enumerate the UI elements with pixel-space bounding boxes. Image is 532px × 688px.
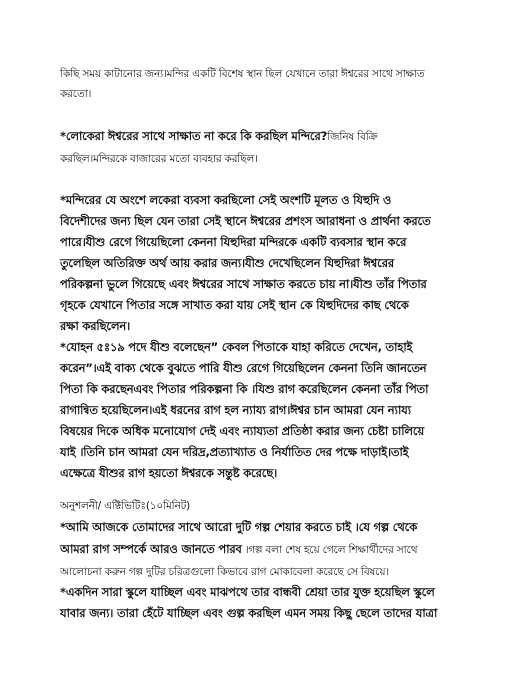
text-line: যাই ।তিনি চান আমরা যেন দরিদ্র,প্রত্যাখ্যাত ও নির্যাতিত দের পক্ষে দাড়াই।তাই xyxy=(60,445,409,459)
text-line: কিছি সময় কাটানোর জন্য।মন্দির একটি বিশেষ স্থান ছিল যেখানে তারা ঈশ্বরের সাথে সাক্ষাত xyxy=(60,68,425,80)
question-text: *লোকেরা ঈশ্বরের সাথে সাক্ষাত না করে কি করছিল মন্দিরে? xyxy=(60,129,328,143)
question-paragraph xyxy=(60,125,488,169)
paragraph-gap xyxy=(60,104,488,125)
text-line: করছিল।মন্দিরকে বাজারের মতো ব্যবহার করছিল। xyxy=(60,153,258,165)
text-line: রাগান্বিত হয়েছিলেন।এই ধরনের রাগ হল ন্যায্য রাগ।ঈশ্বর চান আমরা যেন ন্যায্য xyxy=(60,403,411,417)
text-line: বিদেশীদের জন্য ছিল যেন তারা সেই স্থানে ঈশ্বরের প্রশংস আরাধনা ও প্রার্থনা করতে xyxy=(60,214,431,228)
text-line: ।গল্প বলা শেষ হয়ে গেলে শিক্ষার্থীদের সাথে xyxy=(241,544,418,556)
text-line: *মন্দিরের যে অংশে লকেরা ব্যবসা করছিলো সেই অংশটি মূলত ও যিহুদি ও xyxy=(60,193,392,207)
text-line: পরিকল্পনা ভুলে গিয়েছে এবং ঈশ্বরের সাথে সাক্ষাত করতে চায় না।যীশু তাঁর পিতার xyxy=(60,277,427,291)
text-line: বিষয়ের দিকে অধিক মনোযোগ দেই এবং ন্যায্যতা প্রতিষ্ঠা করার জন্য চেষ্টা চালিয়ে xyxy=(60,424,425,438)
text-line: করতো। xyxy=(60,88,92,100)
text-line: পিতা কি করছেনএবং পিতার পরিকল্পনা কি ।যিশু রাগ করেছিলেন কেননা তাঁর পিতা xyxy=(60,382,429,396)
text-line: আলোচনা করুন গল্প দুটির চরিত্রগুলো কিভাবে রাগ মোকাবেলা করেছে সে বিষয়ে। xyxy=(60,566,389,578)
text-line: তুলেছিল অতিরিক্ত অর্থ আয় করার জন্য।যীশু দেখেছিলেন যিহুদিরা ঈশ্বরের xyxy=(60,256,394,270)
text-line: *একদিন সারা স্কুলে যাচ্ছিল এবং মাঝপথে তার বান্ধবী শ্রেয়া তার যুক্ত হয়েছিল স্কুলে xyxy=(60,585,435,599)
text-line: *আমি আজকে তোমাদের সাথে আরো দুটি গল্প শেয়ার করতে চাই ।যে গল্প থেকে xyxy=(60,520,418,534)
temple-paragraph xyxy=(60,190,488,337)
story-paragraph xyxy=(60,582,488,624)
text-line: গৃহকে যেখানে পিতার সঙ্গে সাখাত করা যায় সেই স্থান কে যিহুদিদের কাছ থেকে xyxy=(60,298,409,312)
text-line: পারে।যীশু রেগে গিয়েছিলো কেননা যিহুদিরা মন্দিরকে একটি ব্যবসার স্থান করে xyxy=(60,235,407,249)
activity-paragraph xyxy=(60,516,488,582)
activity-heading: অনুশলনী/ এক্টিভিটিঃ(১০মিনিট) xyxy=(60,500,191,512)
paragraph-gap xyxy=(60,169,488,190)
text-line: যাবার জন্য। তারা হেঁটে যাচ্ছিল এবং গুল্প করছিল এমন সময় কিছু ছেলে তাদের যাত্রা xyxy=(60,606,438,620)
answer-text: জিনিষ বিক্রি xyxy=(327,131,378,143)
text-line: করেন”।এই বাক্য থেকে বুঝতে পারি যীশু রেগে গিয়েছিলেন কেননা তিনি জানতেন xyxy=(60,361,427,375)
john-paragraph xyxy=(60,337,488,484)
text-line: *যোহন ৫ঃ১৯ পদে যীশু বলেছেন” কেবল পিতাকে যাহা করিতে দেখেন, তাহাই xyxy=(60,340,413,354)
paragraph-gap xyxy=(60,484,488,496)
text-line: আমরা রাগ সম্পর্কে আরও জানতে পারব xyxy=(60,542,242,556)
text-line: এক্ষেত্রে যীশুর রাগ হয়তো ঈশ্বরকে সন্তুষ্ট করেছে। xyxy=(60,466,278,480)
intro-paragraph xyxy=(60,64,488,104)
text-line: রক্ষা করছিলেন। xyxy=(60,319,130,333)
